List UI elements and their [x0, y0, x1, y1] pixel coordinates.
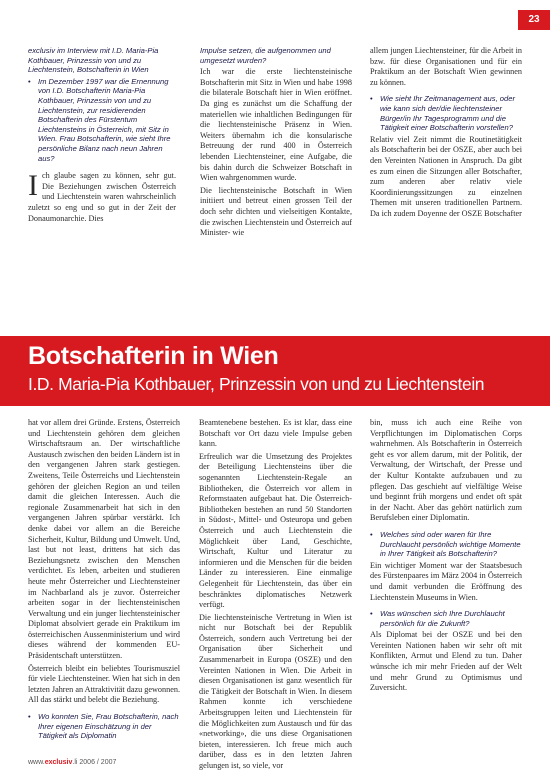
drop-cap: I: [28, 169, 38, 203]
title-banner: [0, 336, 550, 406]
article-subtitle: I.D. Maria-Pia Kothbauer, Prinzessin von und zu Liechtenstein: [28, 374, 485, 394]
paragraph: Österreich bleibt ein beliebtes Tourismusziel für viele Liechtensteiner. Wien hat sich in den letzten Jahren an Attraktivität dazu gewonnen. All das stärkt und belebt die Beziehung.: [28, 663, 180, 705]
paragraph: Erfreulich war die Umsetzung des Projektes der Beteiligung Liechtensteins über die sogenannten Liechtenstein-Regale an Bibliotheken, die Österreich vor allem in Reformstaaten aufgebaut hat. Die Österreich-Bibliotheken bestehen an rund 50 Standorten in Südost-, Mittel- und Osteuropa und geben Österreich und auch Liechtenstein die Möglichkeit über Land, Geschichte, Wirtschaft, Kultur und Literatur zu informieren und die Menschen für die beiden Länder zu interessieren. Eine einmalige Gelegenheit für Liechtenstein, das über ein beschränktes diplomatisches Netzwerk verfügt.: [199, 451, 352, 610]
paragraph: Relativ viel Zeit nimmt die Routinetätigkeit als Botschafterin bei der OSZE, aber auch bei den Vereinten Nationen in Anspruch. Da gibt es zum einen die Sitzungen aller Botschafter, zum anderen aber relativ viele Koordinierungssitzungen zu einzelnen Themen mit unseren traditionellen Partnern. Da ich zudem Doyenne der OSZE Botschafter: [370, 134, 522, 218]
bottom-column-3: [370, 418, 522, 696]
footer-issue: 2006 / 2007: [79, 759, 117, 766]
footer-brand: exclusiv: [44, 759, 73, 766]
footer-site-prefix: www.: [28, 759, 45, 766]
top-column-3: [370, 46, 522, 222]
footer: [28, 759, 116, 766]
top-column-2: [200, 46, 352, 241]
question-future-wishes: • Was wünschen sich Ihre Durchlaucht persönlich für die Zukunft?: [370, 609, 522, 628]
page-header: [0, 0, 550, 30]
bottom-column-2: [199, 418, 352, 774]
article-title: Botschafterin in Wien: [28, 342, 279, 370]
paragraph: Ich war die erste liechtensteinische Botschafterin mit Sitz in Wien und habe 1998 die bilaterale Botschaft hier in Wien eröffnet. Da ging es zunächst um die Schaffung der materiellen wie inhaltlichen Bedingungen für die liechtensteinische Präsenz in Wien. Weiters übernahm ich die konsularische Betreuung der rund 400 in Österreich lebenden Liechtensteiner, eine Aufgabe, die bis dahin durch die Schweizer Botschaft in Wien wahrgenommen wurde.: [200, 67, 352, 183]
footer-site-suffix: .li: [72, 759, 78, 766]
answer-first: [28, 171, 176, 224]
paragraph: allem jungen Liechtensteiner, für die Arbeit in bzw. für diese Organisationen und für ein Praktikum an der Botschaft Wien gewinnen zu können.: [370, 46, 522, 87]
interview-intro: exclusiv im Interview mit I.D. Maria-Pia Kothbauer, Prinzessin von und zu Liechtenstein, Botschafterin in Wien: [28, 46, 159, 75]
question-first: • Im Dezember 1997 war die Ernennung von I.D. Botschafterin Maria-Pia Kothbauer, Prinzessin von und zu Liechtenstein, zur residierenden Botschafterin des Fürstentum Liechtensteins in Österreich, mit Sitz in Wien. Frau Botschafterin, wie sieht Ihre persönliche Bilanz nach neun Jahren aus?: [28, 77, 176, 163]
paragraph: Die liechtensteinische Botschaft in Wien initiiert und betreut einen grossen Teil der doch sehr dichten und vielseitigen Kontakte, die zwischen Liechtenstein und Österreich auf Minister- wie: [200, 185, 352, 238]
bottom-column-1: [28, 418, 180, 743]
paragraph: Ein wichtiger Moment war der Staatsbesuch des Fürstenpaares im März 2004 in Österreich und damit verbunden die Eröffnung des Liechtenstein Museums in Wien.: [370, 560, 522, 602]
answer-first-text: ch glaube sagen zu können, sehr gut. Die Beziehungen zwischen Österreich und Liechtenstein waren wahrscheinlich zuletzt so eng und so gut in der Zeit der Donaumonarchie. Dies: [28, 171, 176, 223]
top-column-1: [28, 46, 176, 226]
question-important-moments: • Welches sind oder waren für Ihre Durchlaucht persönlich wichtige Momente in Ihrer Tätigkeit als Botschafterin?: [370, 530, 522, 559]
paragraph: Die liechtensteinische Vertretung in Wien ist nicht nur Botschaft bei der Republik Österreich, sondern auch Vertretung bei der Organisation über Sicherheit und Zusammenarbeit in Europa (OSZE) und den Vereinten Nationen in Wien. Die Arbeit in diesen Organisationen ist ganz wesentlich für die Tätigkeit der Botschaft in Wien. In diesem Rahmen konnte ich verschiedene Arbeitsgruppen leiten und Liechtenstein für die Möglichkeiten zum Austausch und für das «networking», die uns diese Organisationen bieten, interessieren. Ich freue mich auch darüber, dass es in den letzten Jahren gelungen ist, so viele, vor: [199, 612, 352, 770]
question-time-management: • Wie sieht Ihr Zeitmanagement aus, oder wie kann sich der/die liechtensteiner Bürger/in Ihr Tagesprogramm und die Tätigkeit einer Botschafterin vorstellen?: [370, 94, 522, 132]
paragraph: Beamtenebene bestehen. Es ist klar, dass eine Botschaft vor Ort dazu viele Impulse geben kann.: [199, 418, 352, 449]
question-diplomat-impulse: • Wo konnten Sie, Frau Botschafterin, nach Ihrer eigenen Einschätzung in der Tätigkeit als Diplomatin: [28, 712, 180, 741]
paragraph: bin, muss ich auch eine Reihe von Verpflichtungen im Diplomatischen Corps wahrnehmen. Als Botschafterin in Österreich geht es vor allem darum, mit der Politik, der Verwaltung, der Wirtschaft, der Presse und der Kultur Kontakte aufzubauen und zu pflegen. Das geschieht auf vielfältige Weise und beginnt früh morgens und endet oft spät in der Nacht. Aber das gehört natürlich zum Berufsleben einer Diplomatin.: [370, 418, 522, 523]
paragraph: hat vor allem drei Gründe. Erstens, Österreich und Liechtenstein gehören dem gleichen Wirtschaftsraum an. Der wirtschaftliche Austausch zwischen den beiden Ländern ist in den vergangenen Jahren stark gestiegen. Zweitens, Teile Österreichs und Liechtenstein gehören der gleichen Region an und teilen damit die gleichen Interessen. Auch die regionale Zusammenarbeit hat sich in den vergangenen Jahren spürbar verstärkt. Ich denke dabei vor allem an die Bereiche Sicherheit, Kultur, Bildung und Umwelt. Und, last but not least, drittens hat sich das Beziehungsnetz zwischen den Menschen verdichtet. Es leben, arbeiten und studieren heute mehr Österreicher und Liechtensteiner im Nachbarland als je zuvor. Österreicher arbeiten sogar in der liechtensteinischen Verwaltung und ein junger liechtensteinischer Diplomat absolviert gerade ein Praktikum im österreichischen Aussenministerium und wird dieses während der kommenden EU-Präsidentschaft unterstützen.: [28, 418, 180, 661]
question-impulse-tail: Impulse setzen, die aufgenommen und umgesetzt wurden?: [200, 46, 331, 65]
paragraph: Als Diplomat bei der OSZE und bei den Vereinten Nationen haben wir sehr oft mit Konflikten, Armut und Elend zu tun. Daher wünsche ich mir mehr Frieden auf der Welt und mehr Grund zu Optimismus und Zuversicht.: [370, 630, 522, 693]
page-number: 23: [518, 10, 550, 30]
